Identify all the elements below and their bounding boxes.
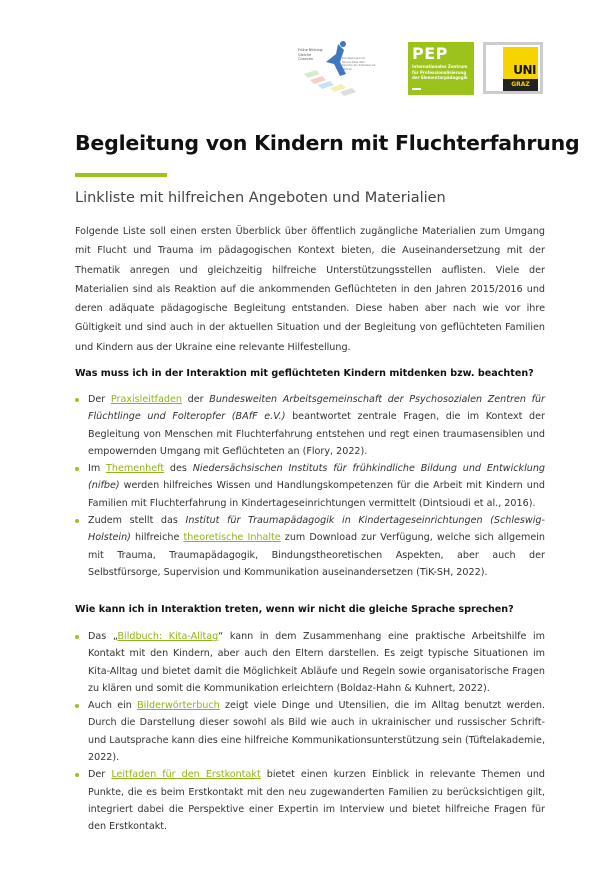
- logo-ffb-sub: Bundesprogramm Sprach-Kitas Weil Sprache der Schlüssel zur Welt ist: [342, 57, 376, 71]
- section-list-2: [75, 628, 545, 836]
- section-question-1: Was muss ich in der Interaktion mit geflüchteten Kindern mitdenken bzw. beachten?: [75, 368, 534, 379]
- list-item: [75, 697, 545, 766]
- text: beantwortet zentrale Fragen, die im Kontext der Begleitung von Menschen mit Fluchterfahrung entstehen und regt einen traumasensiblen und empowernden Umgang mit Geflüchteten an (Flory, 2022).: [88, 411, 545, 457]
- resource-link[interactable]: Bildbuch: Kita-Alltag: [117, 631, 219, 642]
- title-accent-bar: [75, 173, 167, 177]
- italic-text: Niedersächsischen Instituts für frühkindliche Bildung und Entwicklung (nifbe): [88, 463, 546, 492]
- text: Der: [88, 394, 111, 405]
- logo-uni-graz: [483, 42, 543, 94]
- list-item: [75, 512, 545, 581]
- text: Der: [88, 769, 112, 781]
- list-item: [75, 628, 545, 697]
- text: bietet einen kurzen Einblick in relevante Themen und Punkte, die es beim Erstkontakt mit den neu zugewanderten Familien zu berücksichtigen gilt, integriert dabei die Perspektive einer Expertin im Interview und bietet hilfreiche Fragen für den Erstkontakt.: [88, 769, 545, 833]
- text: Das „: [88, 631, 118, 642]
- italic-text: Bundesweiten Arbeitsgemeinschaft der Psychosozialen Zentren für Flüchtlinge und Folteropfer (BAfF e.V.): [88, 394, 545, 423]
- bullet-icon: [75, 467, 79, 471]
- text: hilfreiche: [130, 532, 184, 544]
- logo-pep-line: [412, 88, 421, 90]
- list-item: [75, 391, 545, 460]
- page-title: Begleitung von Kindern mit Fluchterfahrung: [75, 131, 580, 155]
- text: Im: [88, 463, 106, 475]
- resource-link[interactable]: theoretische Inhalte: [183, 532, 281, 544]
- list-item: [75, 766, 545, 835]
- text: Auch ein: [88, 700, 138, 712]
- text: “ kann in dem Zusammenhang eine praktische Arbeitshilfe im Kontakt mit den Kindern, aber auch den Eltern darstellen. Es zeigt typische Situationen im Kita-Alltag und bietet damit die Möglichkeit Abläufe und Regeln sowie organisatorische Fragen zu klären und somit die Kommunikation erleichtern (Boldaz-Hahn & Kuhnert, 2022).: [88, 631, 545, 694]
- bullet-icon: [75, 773, 79, 777]
- list-item: [75, 460, 545, 512]
- section-question-2: Wie kann ich in Interaktion treten, wenn wir nicht die gleiche Sprache sprechen?: [75, 604, 514, 615]
- text: zum Download zur Verfügung, welche sich allgemein mit Trauma, Traumapädagogik, Bindungstheoretischen Aspekten, aber auch der Selbstfürsorge, Supervision und Kommunikation auseinandersetzen (TiK-SH, 2022).: [88, 532, 545, 578]
- logo-pep-subtitle: Internationales Zentrum für Professionalisierung der Elementarpädagogik: [412, 64, 468, 80]
- logo-pep: [408, 42, 474, 95]
- resource-link[interactable]: Leitfaden für den Erstkontakt: [111, 769, 261, 781]
- page-subtitle: Linkliste mit hilfreichen Angeboten und Materialien: [75, 190, 446, 206]
- text: der: [182, 394, 210, 405]
- text: zeigt viele Dinge und Utensilien, die im Alltag benutzt werden. Durch die Darstellung dieser sowohl als Bild wie auch in ukrainischer und russischer Schrift- und Lautsprache kann dies eine hilfreiche Kommunikationsunterstützung sein (Tüftelakademie, 2022).: [88, 700, 546, 764]
- italic-text: Institut für Traumapädagogik in Kindertageseinrichtungen (Schleswig-Holstein): [88, 515, 545, 544]
- section-list-1: [75, 391, 545, 581]
- logo-pep-title: PEP: [412, 44, 448, 63]
- bullet-icon: [75, 398, 79, 402]
- text: werden hilfreiches Wissen und Handlungskompetenzen für die Arbeit mit Kindern und Familien mit Fluchterfahrung in Kindertageseinrichtungen vermittelt (Dintsioudi et al., 2016).: [88, 480, 545, 509]
- logo-graz-text: GRAZ: [503, 79, 538, 91]
- bullet-icon: [75, 635, 79, 639]
- resource-link[interactable]: Bilderwörterbuch: [137, 700, 220, 712]
- intro-paragraph: Folgende Liste soll einen ersten Überblick über öffentlich zugängliche Materialien zum Umgang mit Flucht und Trauma im pädagogischen Kontext bieten, die Auseinandersetzung mit der Thematik anregen und gleichzeitig hilfreiche Unterstützungsstellen auflisten. Viele der Materialien sind als Reaktion auf die ankommenden Geflüchteten in den Jahren 2015/2016 und deren adäquate pädagogische Begleitung entstanden. Diese haben aber nach wie vor ihre Gültigkeit und sind auch in der aktuellen Situation und der Begleitung von geflüchteten Familien und Kindern aus der Ukraine eine relevante Hilfestellung.: [75, 226, 545, 353]
- text: des: [164, 463, 193, 475]
- logo-ffb-text: Frühe Bildung: Gleiche Chancen: [298, 48, 324, 61]
- bullet-icon: [75, 704, 79, 708]
- logo-sprach-kitas: [296, 40, 376, 96]
- text: Zudem stellt das: [88, 515, 186, 527]
- logo-uni-text: UNI: [513, 63, 536, 77]
- resource-link[interactable]: Themenheft: [106, 463, 165, 475]
- resource-link[interactable]: Praxisleitfaden: [110, 394, 182, 405]
- bullet-icon: [75, 519, 79, 523]
